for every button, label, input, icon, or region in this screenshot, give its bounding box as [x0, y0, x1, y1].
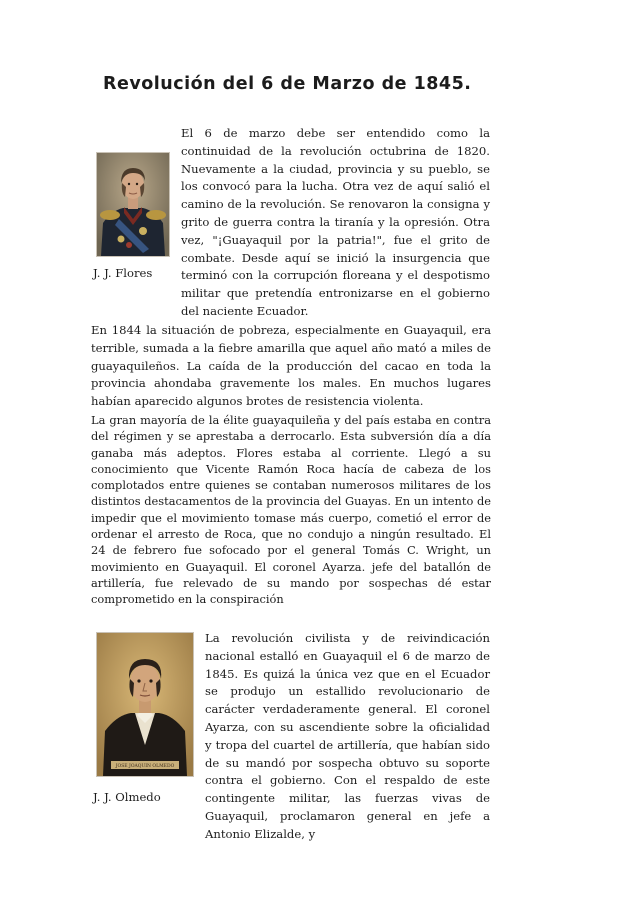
portrait-flores-caption: J. J. Flores: [93, 266, 153, 280]
portrait-flores: [96, 152, 170, 257]
paragraph-elite: La gran mayoría de la élite guayaquileña y del país estaba en contra del régimen y se aprestaba a derrocarlo. Esta subversión día a día ganaba más adeptos. Flores estaba al corriente. Llegó a su conocimiento que Vicente Ramón Roca hacía de cabeza de los complotados entre quienes se contaban numerosos militares de los distintos destacamentos de la provincia del Guayas. En un intento de impedir que el movimiento tomase más cuerpo, cometió el error de ordenar el arresto de Roca, que no condujo a ningún resultado. El 24 de febrero fue sofocado por el general Tomás C. Wright, un movimiento en Guayaquil. El coronel Ayarza. jefe del batallón de artillería, fue relevado de su mando por sospechas dé estar comprometido en la conspiración: [91, 413, 491, 607]
paragraph-revolucion: La revolución civilista y de reivindicación nacional estalló en Guayaquil el 6 de marzo de 1845. Es quizá la única vez que en el Ecuador se produjo un estallido revolucionario de carácter verdaderamente general. El coronel Ayarza, con su ascendiente sobre la oficialidad y tropa del cuartel de artillería, que habían sido de su mandó por sospecha obtuvo su soporte contra el gobierno. Con el respaldo de este contingente militar, las fuerzas vivas de Guayaquil, proclamaron general en jefe a Antonio Elizalde, y: [205, 631, 490, 841]
page-title: Revolución del 6 de Marzo de 1845.: [103, 74, 472, 94]
portrait-olmedo-caption: J. J. Olmedo: [93, 790, 161, 804]
paragraph-1844: En 1844 la situación de pobreza, especialmente en Guayaquil, era terrible, sumada a la fiebre amarilla que aquel año mató a miles de guayaquileños. La caída de la producción del cacao en toda la provincia ahondaba gravemente los males. En muchos lugares habían aparecido algunos brotes de resistencia violenta.: [91, 323, 491, 409]
portrait-olmedo: [96, 632, 194, 777]
intro-paragraph: El 6 de marzo debe ser entendido como la continuidad de la revolución octubrina de 1820. Nuevamente a la ciudad, provincia y su pueblo, se los convocó para la lucha. Otra vez de aquí salió el camino de la revolución. Se renovaron la consigna y grito de guerra contra la tiranía y la opresión. Otra vez, "¡Guayaquil por la patria!", fue el grito de combate. Desde aquí se inició la insurgencia que terminó con la corrupción floreana y el despotismo militar que pretendía entronizarse en el gobierno del naciente Ecuador.: [181, 126, 490, 318]
portrait-olmedo-image: [97, 633, 193, 776]
portrait-flores-image: [97, 153, 169, 256]
portrait-olmedo-plate-text: JOSE JOAQUIN OLMEDO: [115, 764, 175, 769]
